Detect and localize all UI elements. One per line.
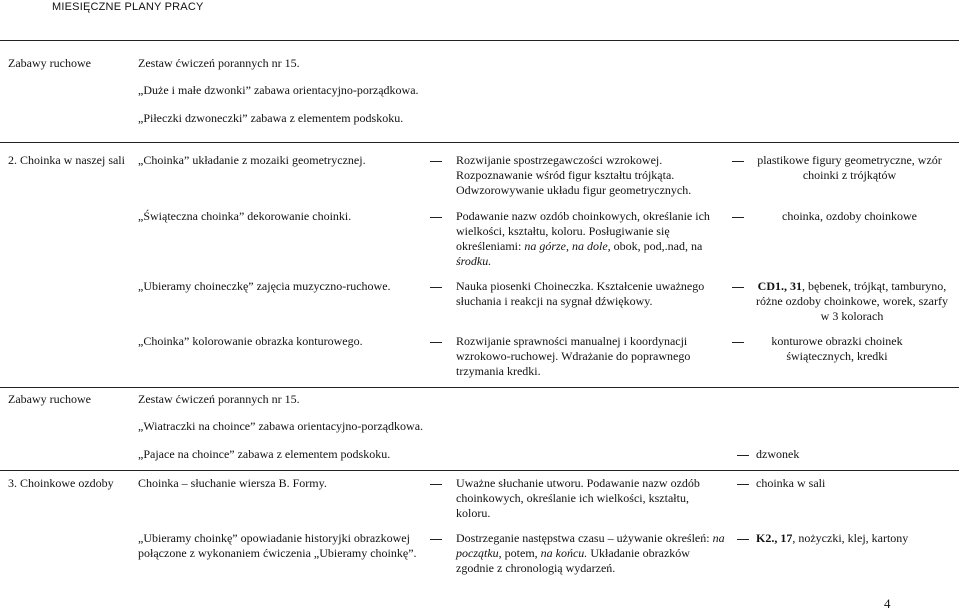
activity-item: „Ubieramy choineczkę” zajęcia muzyczno-ruchowe. xyxy=(138,279,391,293)
dash-marker xyxy=(732,217,744,218)
exercise-set: Zestaw ćwiczeń porannych nr 15. xyxy=(138,56,300,70)
game-item: „Pajace na choince” zabawa z elementem podskoku. xyxy=(138,447,391,461)
activity-item: „Świąteczna choinka” dekorowanie choinki. xyxy=(138,209,352,223)
materials-item: choinka, ozdoby choinkowe xyxy=(782,209,917,223)
materials-item: konturowe obrazki choinek świątecznych, kredki xyxy=(771,334,903,363)
game-item: „Piłeczki dzwoneczki” zabawa z elementem podskoku. xyxy=(138,111,404,125)
goal-item: Rozwijanie spostrzegawczości wzrokowej. Rozpoznawanie wśród figur kształtu trójkąta. Odwzorowywanie układu figur geometrycznych. xyxy=(456,153,692,197)
topic-title: 3. Choinkowe ozdoby xyxy=(8,476,114,490)
materials-item: choinka w sali xyxy=(756,476,826,490)
activity-item: „Ubieramy choinkę” opowiadanie historyjki obrazkowej połączone z wykonaniem ćwiczenia „Ubieramy choinkę”. xyxy=(138,531,417,560)
dash-marker xyxy=(732,342,744,343)
goal-item: Dostrzeganie następstwa czasu – używanie określeń: na początku, potem, na końcu. Układanie obrazków zgodnie z chronologią wydarzeń. xyxy=(456,531,725,575)
goal-item: Podawanie nazw ozdób choinkowych, określanie ich wielkości, kształtu, koloru. Posługiwanie się określeniami: na górze, na dole, obok, pod,.nad, na środku. xyxy=(456,209,710,268)
table-top-rule xyxy=(0,40,959,41)
goal-item: Uważne słuchanie utworu. Podawanie nazw ozdób choinkowych, określanie ich wielkości, kształtu, koloru. xyxy=(456,476,700,520)
dash-marker xyxy=(430,342,442,343)
game-item: „Wiatraczki na choince” zabawa orientacyjno-porządkowa. xyxy=(138,419,424,433)
activity-type: Zabawy ruchowe xyxy=(8,56,91,70)
dash-marker xyxy=(430,484,442,485)
exercise-set: Zestaw ćwiczeń porannych nr 15. xyxy=(138,392,300,406)
goal-item: Nauka piosenki Choineczka. Kształcenie uważnego słuchania i reakcji na sygnał dźwiękowy. xyxy=(456,279,705,308)
activity-item: Choinka – słuchanie wiersza B. Formy. xyxy=(138,476,327,490)
materials-item: CD1., 31, bębenek, trójkąt, tamburyno, różne ozdoby choinkowe, worek, szarfy w 3 kolorach xyxy=(756,279,948,323)
activity-item: „Choinka” układanie z mozaiki geometrycznej. xyxy=(138,153,366,167)
dash-marker xyxy=(430,161,442,162)
page-number: 4 xyxy=(884,596,891,611)
dash-marker xyxy=(737,539,749,540)
goal-item: Rozwijanie sprawności manualnej i koordynacji wzrokowo-ruchowej. Wdrażanie do poprawnego trzymania kredki. xyxy=(456,334,691,378)
dash-marker xyxy=(737,484,749,485)
dash-marker xyxy=(732,161,744,162)
row-divider xyxy=(0,470,959,471)
materials-item: K2., 17, nożyczki, klej, kartony xyxy=(756,531,909,545)
dash-marker xyxy=(430,217,442,218)
dash-marker xyxy=(430,287,442,288)
dash-marker xyxy=(732,287,744,288)
topic-title: 2. Choinka w naszej sali xyxy=(8,153,125,167)
dash-marker xyxy=(430,539,442,540)
game-item: „Duże i małe dzwonki” zabawa orientacyjno-porządkowa. xyxy=(138,83,419,97)
activity-type: Zabawy ruchowe xyxy=(8,392,91,406)
page-header-title: MIESIĘCZNE PLANY PRACY xyxy=(52,1,204,13)
activity-item: „Choinka” kolorowanie obrazka konturowego. xyxy=(138,334,363,348)
materials-item: plastikowe figury geometryczne, wzór choinki z trójkątów xyxy=(757,153,942,182)
row-divider xyxy=(0,142,959,143)
materials-item: dzwonek xyxy=(756,447,800,461)
row-divider xyxy=(0,387,959,388)
dash-marker xyxy=(737,455,749,456)
